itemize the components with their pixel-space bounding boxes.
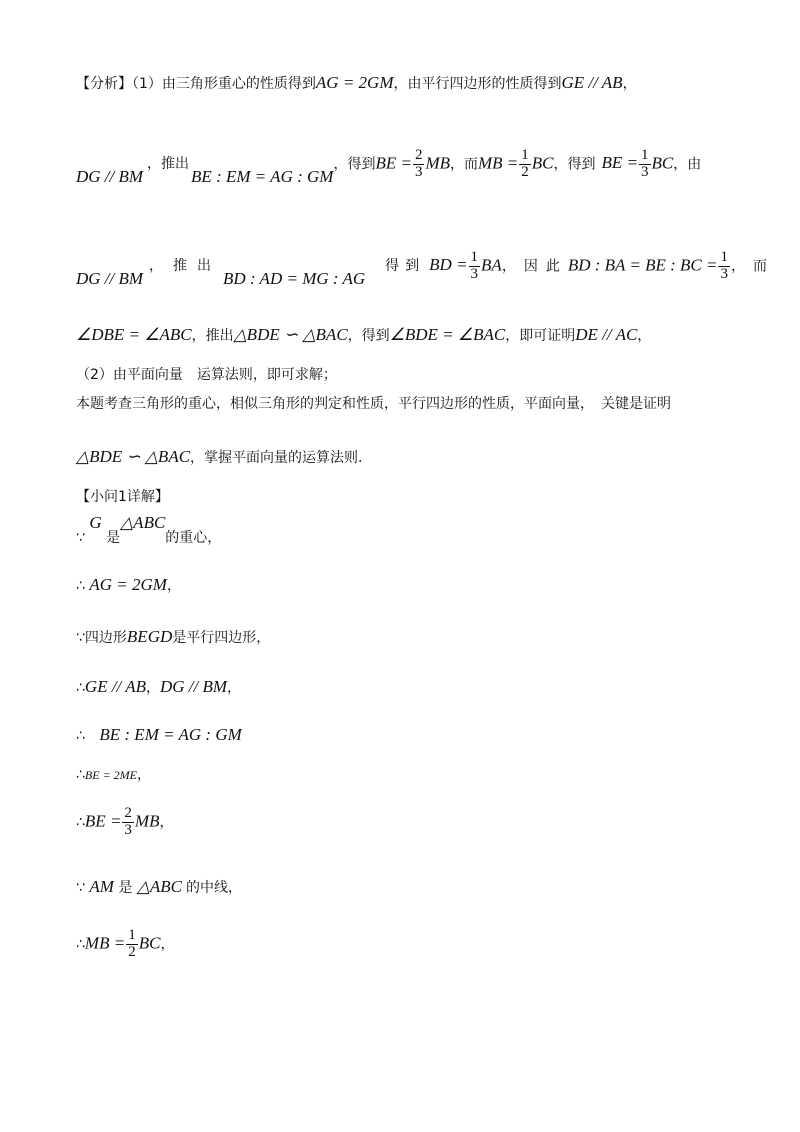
analysis-text: ，而 [450,156,478,173]
fraction-denominator: 3 [720,265,728,282]
solution-step-8 [76,878,242,895]
analysis-text: ，推出 [147,156,190,173]
solution-text: 是 [118,880,133,896]
solution-text: ， [146,680,160,696]
math-expr: BA [481,255,502,275]
analysis-text: ，得到 [347,328,390,344]
analysis-text: ， [637,328,652,344]
math-expr: BE = 2ME [84,768,138,782]
math-expr: ∠BDE = ∠BAC [389,325,506,344]
fraction-denominator: 3 [470,265,479,282]
fraction [469,250,481,283]
fraction [639,148,651,181]
solution-text: ， [160,936,175,953]
because-symbol: ∵ [76,630,85,646]
math-expr: △BDE ∽ △BAC [233,325,348,344]
math-expr: AG = 2GM [315,73,394,92]
analysis-text: ，而 [730,258,775,275]
analysis-text: ，掌握平面向量的运算法则. [190,450,363,466]
fraction-numerator: 1 [521,147,529,163]
math-expr: △ABC [136,877,183,896]
math-expr: △ABC [120,513,166,532]
math-expr: BD : BA = BE : BC = [567,255,718,275]
fraction [413,148,425,181]
fraction-denominator: 3 [124,821,132,838]
fraction-denominator: 3 [641,163,649,180]
analysis-text: ，因此 [501,258,568,275]
therefore-symbol: ∴ [76,767,85,783]
solution-text: 四边形 [84,630,127,646]
math-expr: GE // AB [84,677,146,696]
solution-step-7 [76,806,173,839]
analysis-text: ，推出 [149,258,222,275]
math-expr: MB [425,153,450,173]
therefore-symbol: ∴ [76,680,85,696]
solution-text: ， [166,578,181,594]
solution-text: 的重心， [165,530,222,546]
analysis-text: 【分析】（1）由三角形重心的性质得到 [76,76,316,92]
solution-step-6 [76,768,151,782]
fraction [718,250,730,283]
analysis-line-6: 本题考查三角形的重心，相似三角形的判定和性质，平行四边形的性质，平面向量， 关键是证明 [76,396,671,412]
fraction [126,928,138,961]
analysis-line-7 [76,448,363,465]
analysis-line-5: （2）由平面向量 运算法则，即可求解； [76,367,337,383]
because-symbol: ∵ [76,530,85,546]
math-expr: BD = [429,255,468,275]
math-expr: BEGD [126,627,173,646]
math-expr: BE = [601,153,639,173]
solution-step-5 [76,726,242,743]
fraction [122,806,134,839]
fraction-denominator: 2 [128,943,136,960]
solution-text: 是 [106,530,121,546]
analysis-line-1 [76,74,637,91]
math-expr: DG // BM [160,677,228,696]
analysis-text: ， [622,76,637,92]
fraction-numerator: 1 [128,927,136,943]
solution-step-4 [76,678,241,695]
math-expr: ∠DBE = ∠ABC [76,325,192,344]
therefore-symbol: ∴ [76,728,85,744]
math-expr: AM [89,877,114,896]
therefore-symbol: ∴ [76,936,85,953]
fraction-denominator: 2 [521,163,529,180]
solution-step-9 [76,928,174,961]
math-expr: BE = [84,811,122,831]
math-expr: BC [651,153,674,173]
solution-step-3 [76,628,270,645]
solution-text: 是平行四边形， [172,630,271,646]
math-expr: GE // AB [561,73,623,92]
solution-step-1 [76,513,222,546]
analysis-text: 得到 [385,258,426,275]
analysis-line-4 [76,326,651,343]
solution-text: ， [159,814,174,831]
analysis-text: ，由平行四边形的性质得到 [393,76,562,92]
fraction-denominator: 3 [414,163,423,180]
math-expr: DG // BM [76,269,144,289]
math-expr: BC [531,153,554,173]
fraction-numerator: 1 [720,249,728,265]
solution-heading: 【小问1详解】 [76,489,169,505]
math-expr: AG = 2GM [89,575,167,594]
math-expr: BE : EM = AG : GM [191,167,334,187]
math-expr: BE : EM = AG : GM [99,725,242,744]
math-expr: BE = [375,153,412,173]
solution-text: ， [227,680,242,696]
therefore-symbol: ∴ [76,578,85,594]
math-expr: G [89,513,102,532]
math-expr: DE // AC [575,325,638,344]
analysis-line-3 [76,249,775,289]
math-expr: MB [134,811,160,831]
math-expr: MB = [84,933,126,953]
math-expr: MB = [478,153,519,173]
fraction-numerator: 1 [470,249,479,265]
analysis-line-2 [76,147,702,187]
math-expr: BC [138,933,161,953]
analysis-text: ，即可证明 [505,328,576,344]
analysis-text: ，得到 [333,156,376,173]
analysis-text: ，推出 [191,328,234,344]
math-expr: △BDE ∽ △BAC [76,447,191,466]
analysis-text: ，得到 [553,156,596,173]
therefore-symbol: ∴ [76,814,85,831]
because-symbol: ∵ [76,880,85,896]
fraction [519,148,531,181]
math-expr: BD : AD = MG : AG [223,269,366,289]
fraction-numerator: 1 [641,147,649,163]
solution-text: 的中线， [186,880,243,896]
analysis-text: ，由 [673,156,702,173]
fraction-numerator: 2 [124,805,132,821]
fraction-numerator: 2 [414,147,423,163]
solution-text: ， [137,767,152,783]
solution-step-2 [76,576,181,593]
math-expr: DG // BM [76,167,144,187]
